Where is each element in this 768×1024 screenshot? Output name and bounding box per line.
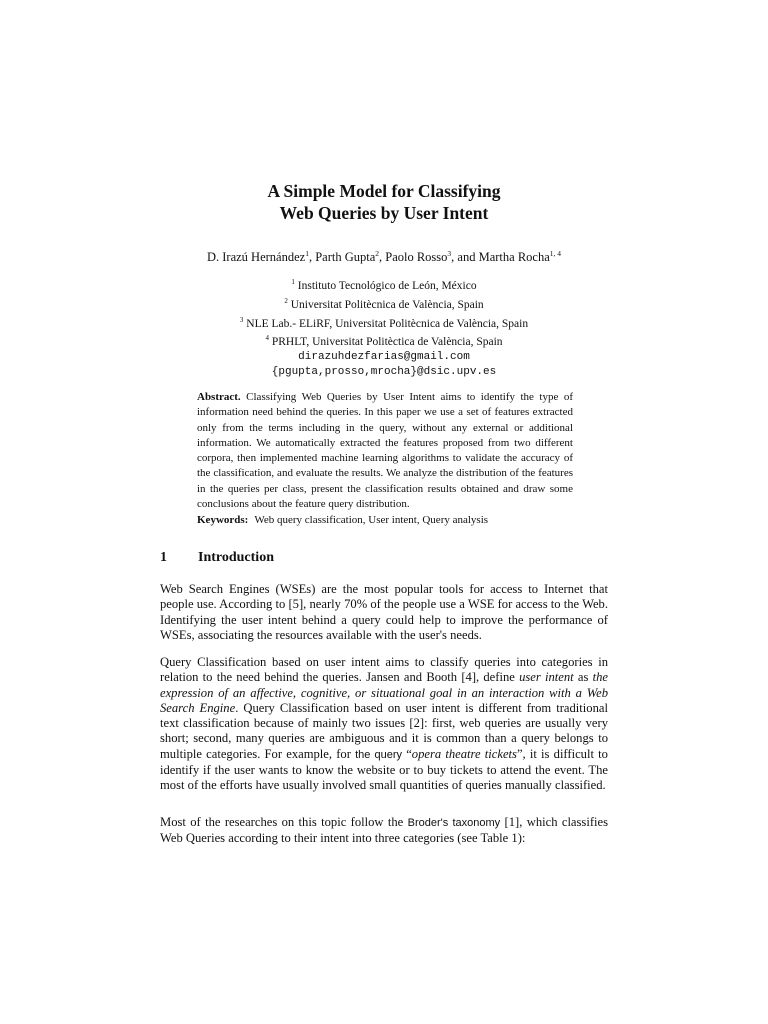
affiliation-line: $^4$ PRHLT, Universitat Politèctica de València, Spain bbox=[265, 334, 503, 349]
section-heading bbox=[160, 550, 610, 566]
author-name: Paolo Rosso bbox=[385, 250, 448, 265]
keywords-label: Keywords: bbox=[197, 514, 249, 526]
author-list: D. Irazú Hernández$^1$, Parth Gupta$^2$, Paolo Rosso$^3$, and Martha Rocha$^{1, 4}$ bbox=[206, 249, 562, 265]
paper-title bbox=[0, 180, 768, 224]
affiliation-line: $^3$ NLE Lab.- ELiRF, Universitat Politècnica de València, Spain bbox=[239, 315, 529, 330]
sans-term: Broder's taxonomy bbox=[407, 817, 501, 829]
author-affil-mark: 3 bbox=[447, 249, 452, 258]
author-name: D. Irazú Hernández bbox=[206, 250, 306, 265]
paragraph: Most of the researches on this topic follow the Broder's taxonomy [1], which classifies Web Queries according to their intent into three categories (see Table 1): bbox=[160, 815, 609, 846]
abstract-label: Abstract. bbox=[197, 391, 241, 403]
italic-example-query: opera theatre tickets bbox=[411, 746, 517, 761]
italic-term: user intent bbox=[519, 670, 574, 685]
email-line: {pgupta,prosso,mrocha}@dsic.upv.es bbox=[271, 366, 497, 379]
author-affil-mark: 2 bbox=[375, 249, 379, 258]
paragraph: Web Search Engines (WSEs) are the most popular tools for access to Internet that people use. According to [5], nearly 70% of the people use a WSE for access to the Web. Identifying the user intent behind a query could help to improve the performance of WSEs, associating the resources available with the user's needs. bbox=[160, 582, 608, 642]
sans-term: the query bbox=[355, 748, 403, 761]
author-name: Martha Rocha bbox=[478, 250, 550, 265]
affiliation-block bbox=[0, 275, 768, 380]
abstract bbox=[197, 390, 573, 512]
affiliation-line: $^2$ Universitat Politècnica de València, Spain bbox=[284, 296, 484, 311]
keywords-text: Web query classification, User intent, Query analysis bbox=[254, 514, 489, 526]
email-line: dirazuhdezfarias@gmail.com bbox=[298, 351, 470, 364]
paragraph: Query Classification based on user intent aims to classify queries into categories in relation to the need behind the queries. Jansen and Booth [4], define user intent as the expression of an affective, cognitive, or situational goal in an interaction with a Web Search Engine. Query Classification based on user intent is different from traditional text classification because of mainly two issues [2]: first, web queries are usually very short; second, many queries are ambiguous and it is common than a query belongs to multiple categories. For example, for the query “opera theatre tickets”, it is difficult to identify if the user wants to know the website or to buy tickets to attend the event. The most of the efforts have usually involved small quantities of queries manually classified. bbox=[160, 655, 608, 793]
italic-definition: the expression of an affective, cognitive, or situational goal in an interaction with a Web Search Engine bbox=[160, 670, 608, 715]
keywords bbox=[197, 513, 573, 528]
title-line-1: A Simple Model for Classifying bbox=[267, 181, 501, 201]
author-name: Parth Gupta bbox=[315, 250, 376, 265]
affiliation-line: $^1$ Instituto Tecnológico de León, México bbox=[291, 278, 477, 292]
section-number: 1 bbox=[160, 550, 167, 565]
title-line-2: Web Queries by User Intent bbox=[279, 203, 489, 223]
abstract-text: Classifying Web Queries by User Intent aims to identify the type of information need behind the queries. In this paper we use a set of features extracted only from the terms including in the query, without any external or additional information. We automatically extracted the features proposed from two different corpora, then implemented machine learning algorithms to validate the accuracy of the classification, and evaluate the results. We analyze the distribution of the features in the queries per class, present the classification results obtained and draw some conclusions about the feature query distribution. bbox=[197, 391, 573, 511]
section-title: Introduction bbox=[198, 550, 274, 565]
author-affil-mark: 1 bbox=[305, 249, 309, 258]
author-affil-mark: 1, 4 bbox=[549, 249, 562, 258]
